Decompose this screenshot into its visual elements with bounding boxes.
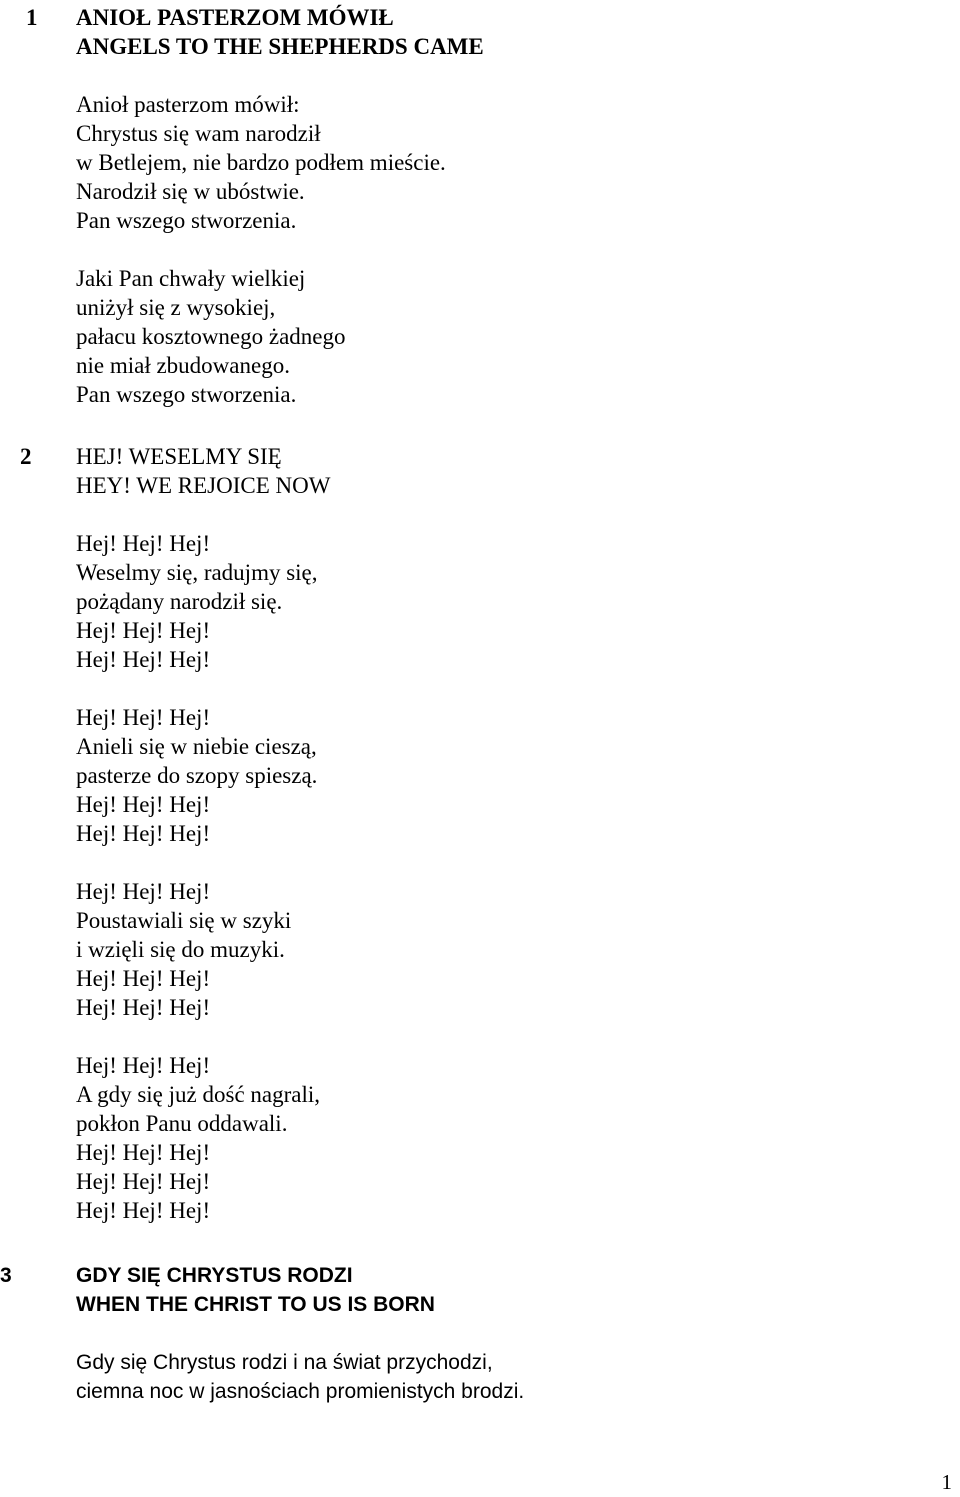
song-title-polish: ANIOŁ PASTERZOM MÓWIŁ [76, 5, 394, 30]
lyric-line: Hej! Hej! Hej! [76, 531, 211, 556]
lyric-line: Pan wszego stworzenia. [76, 382, 297, 407]
lyric-line: Hej! Hej! Hej! [76, 705, 211, 730]
stanza [76, 90, 960, 235]
song-titles [76, 442, 960, 500]
lyric-line: Hej! Hej! Hej! [76, 647, 211, 672]
lyric-line: Anioł pasterzom mówił: [76, 92, 300, 117]
song-title-english: HEY! WE REJOICE NOW [76, 473, 331, 498]
stanza [76, 1348, 960, 1406]
song-titles [76, 3, 960, 61]
lyric-line: ciemna noc w jasnościach promienistych brodzi. [76, 1380, 525, 1403]
song-2 [0, 442, 960, 1225]
lyric-line: Hej! Hej! Hej! [76, 1169, 211, 1194]
lyric-line: Hej! Hej! Hej! [76, 1198, 211, 1223]
lyric-line: A gdy się już dość nagrali, [76, 1082, 321, 1107]
lyric-line: Chrystus się wam narodził [76, 121, 321, 146]
lyric-line: Hej! Hej! Hej! [76, 792, 211, 817]
song-number: 3 [0, 1264, 12, 1287]
lyric-line: pałacu kosztownego żadnego [76, 324, 346, 349]
stanza [76, 1051, 960, 1225]
stanza [76, 529, 960, 674]
stanza [76, 264, 960, 409]
lyric-line: w Betlejem, nie bardzo podłem mieście. [76, 150, 446, 175]
lyric-line: Hej! Hej! Hej! [76, 1053, 211, 1078]
lyric-line: Hej! Hej! Hej! [76, 618, 211, 643]
song-title-polish: HEJ! WESELMY SIĘ [76, 444, 282, 469]
lyric-line: Gdy się Chrystus rodzi i na świat przychodzi, [76, 1351, 493, 1374]
stanza [76, 877, 960, 1022]
song-title-polish: GDY SIĘ CHRYSTUS RODZI [76, 1264, 353, 1287]
lyric-line: Weselmy się, radujmy się, [76, 560, 318, 585]
lyric-line: Hej! Hej! Hej! [76, 966, 211, 991]
lyric-line: Anieli się w niebie cieszą, [76, 734, 317, 759]
song-number: 2 [20, 444, 32, 469]
lyric-line: Hej! Hej! Hej! [76, 995, 211, 1020]
lyric-line: Narodził się w ubóstwie. [76, 179, 305, 204]
lyric-line: Poustawiali się w szyki [76, 908, 292, 933]
lyric-line: Hej! Hej! Hej! [76, 821, 211, 846]
lyric-line: pasterze do szopy spieszą. [76, 763, 318, 788]
lyric-line: Hej! Hej! Hej! [76, 1140, 211, 1165]
lyric-line: uniżył się z wysokiej, [76, 295, 276, 320]
song-title-english: ANGELS TO THE SHEPHERDS CAME [76, 34, 484, 59]
lyric-line: Hej! Hej! Hej! [76, 879, 211, 904]
lyric-line: pożądany narodził się. [76, 589, 283, 614]
lyric-line: i wzięli się do muzyki. [76, 937, 285, 962]
lyric-line: nie miał zbudowanego. [76, 353, 290, 378]
lyric-line: Pan wszego stworzenia. [76, 208, 297, 233]
song-3 [0, 1261, 960, 1406]
page-number: 1 [941, 1470, 952, 1494]
song-title-english: WHEN THE CHRIST TO US IS BORN [76, 1293, 435, 1316]
song-1 [0, 3, 960, 409]
song-number: 1 [26, 5, 38, 30]
stanza [76, 703, 960, 848]
lyric-line: pokłon Panu oddawali. [76, 1111, 288, 1136]
song-titles [76, 1261, 960, 1319]
lyric-line: Jaki Pan chwały wielkiej [76, 266, 306, 291]
